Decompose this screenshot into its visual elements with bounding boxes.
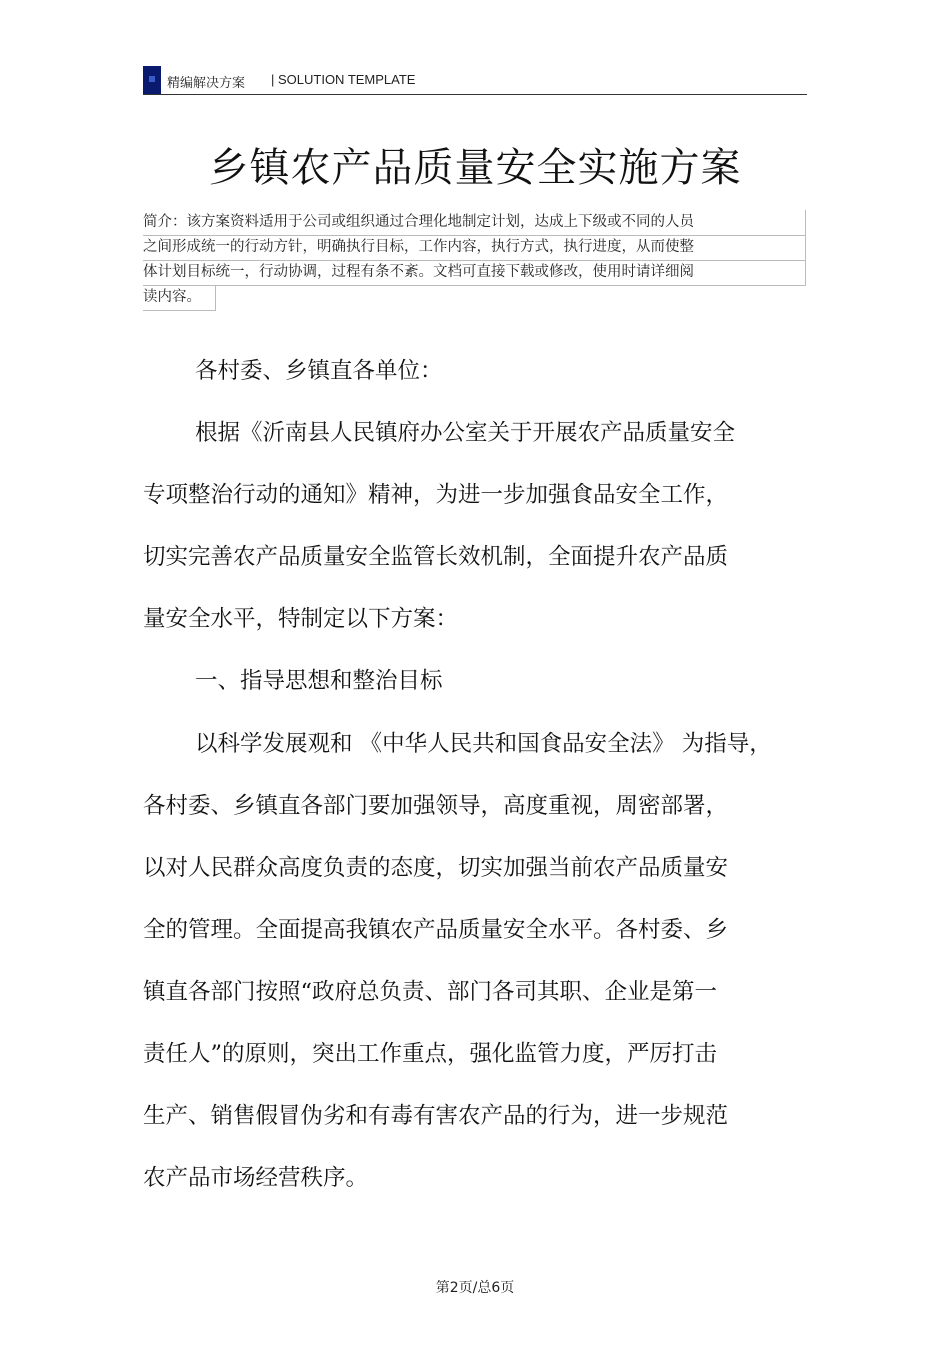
intro-line: 之间形成统一的行动方针，明确执行目标，工作内容，执行方式，执行进度，从而使整 <box>143 235 807 260</box>
body-line: 切实完善农产品质量安全监管长效机制，全面提升农产品质 <box>143 544 729 570</box>
body-line: 农产品市场经营秩序。 <box>143 1165 369 1191</box>
salutation: 各村委、乡镇直各单位： <box>195 358 443 384</box>
body-line: 责任人”的原则，突出工作重点，强化监管力度，严厉打击 <box>143 1041 718 1067</box>
intro-summary <box>143 210 807 310</box>
header-brand: 精编解决方案 <box>167 76 246 91</box>
body-line: 以科学发展观和 《中华人民共和国食品安全法》 为指导， <box>195 731 772 757</box>
page-number: 第2页/总6页 <box>435 1280 515 1296</box>
header-tagline: | SOLUTION TEMPLATE <box>271 72 416 87</box>
header-divider <box>143 94 807 95</box>
section-heading: 一、指导思想和整治目标 <box>195 668 443 694</box>
page-header <box>143 66 807 96</box>
body-line: 根据《沂南县人民镇府办公室关于开展农产品质量安全 <box>195 420 736 446</box>
body-line: 以对人民群众高度负责的态度，切实加强当前农产品质量安 <box>143 855 729 881</box>
body-line: 专项整治行动的通知》精神，为进一步加强食品安全工作， <box>143 482 729 508</box>
body-line: 镇直各部门按照“政府总负责、部门各司其职、企业是第一 <box>143 979 718 1005</box>
intro-line: 体计划目标统一，行动协调，过程有条不紊。文档可直接下载或修改，使用时请详细阅 <box>143 260 807 285</box>
body-line: 各村委、乡镇直各部门要加强领导，高度重视，周密部署， <box>143 793 729 819</box>
logo-icon <box>143 66 161 94</box>
intro-line: 简介：该方案资料适用于公司或组织通过合理化地制定计划，达成上下级或不同的人员 <box>143 210 807 235</box>
document-title: 乡镇农产品质量安全实施方案 <box>208 145 742 191</box>
body-line: 量安全水平，特制定以下方案： <box>143 606 459 632</box>
body-line: 全的管理。全面提高我镇农产品质量安全水平。各村委、乡 <box>143 917 729 943</box>
intro-line: 读内容。 <box>143 285 807 310</box>
body-line: 生产、销售假冒伪劣和有毒有害农产品的行为，进一步规范 <box>143 1103 729 1129</box>
